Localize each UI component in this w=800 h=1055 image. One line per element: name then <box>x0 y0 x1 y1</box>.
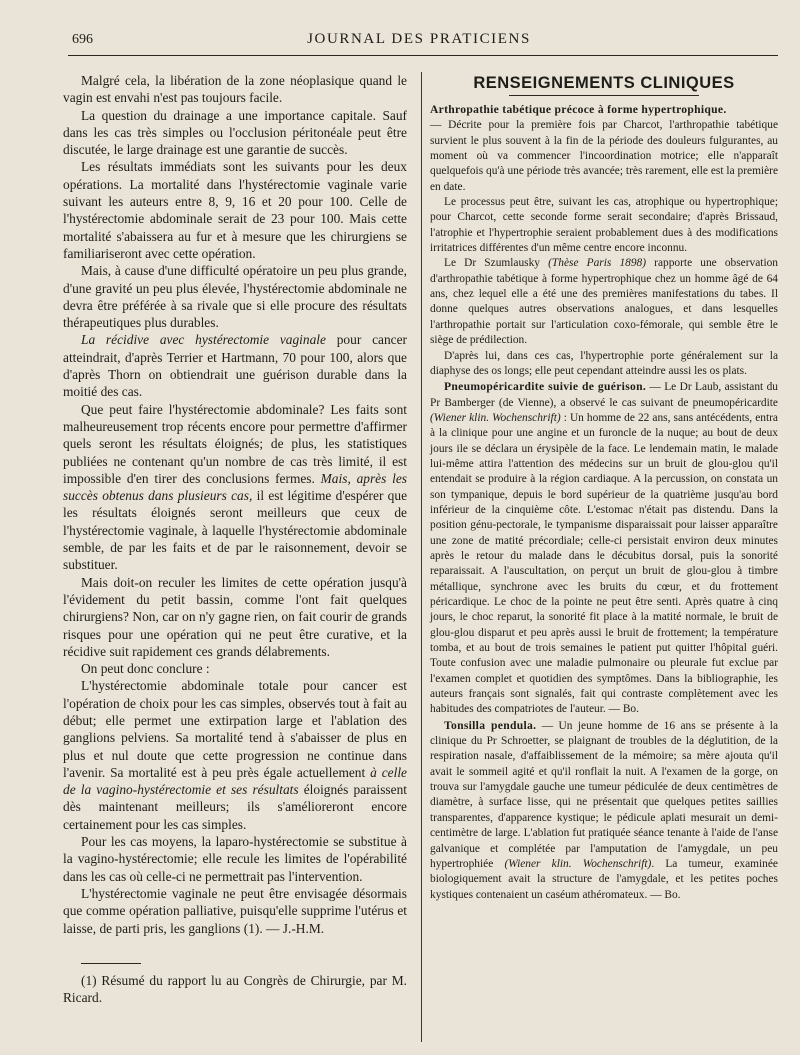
citation: (Wiener klin. Wochenschrift) <box>504 857 652 870</box>
page-number: 696 <box>72 32 93 47</box>
article-title: Pneumopéricardite suivie de guérison. <box>444 380 647 394</box>
left-column <box>63 72 407 1006</box>
paragraph: L'hystérectomie vaginale ne peut être envisagée désormais que comme opération palliative, puisqu'elle supprime l'utérus et laisse, de parti pris, les ganglions (1). — J.-H.M. <box>63 885 407 936</box>
article-pneumopericardite: Pneumopéricardite suivie de guérison. — Le Dr Laub, assistant du Pr Bamberger (de Vienne), a observé le cas suivant de pneumopéricardite (Wiener klin. Wochenschrift) : Un homme de 22 ans, sans antécédents, entra à la clinique pour une angine et un furoncle de la nuque; au bout de deux jours ile se déclara un érysipèle de la face. Le lendemain matin, le malade lui-même attira l'attention des médecins sur un bruit de glou-glou qu'il entendait se produire à la région cardiaque. A la percussion, on constata un son tympanique, depuis le bord supérieur de la quatrième jusqu'au bord inférieur de la cinquième côte. L'estomac n'était pas distendu. Dans la position génu-pectorale, le tympanisme disparaissait pour laisser apparaître une zone de matité précordiale; celle-ci persistait environ deux minutes après le retour du malade dans le décubitus dorsal, puis la sonorité reparaissait. A l'auscultation, on perçut un bruit de glou-glou à timbre métallique, synchrone avec les bruits du cœur, et du frottement péricardique. Le choc de la pointe ne peut être senti. Après quatre à cinq jours, le choc reparut, la sonorité fit place à la matité normale, le bruit de glou-glou disparut et peu après aussi le bruit de frottement; la température tomba, et au bout de trois semaines le patient put quitter l'hôpital guéri. Toute confusion avec une maladie pulmonaire ou pleurale fut exclue par l'examen complet et quotidien des symptômes. Dans la bibliographie, les auteurs français sont signalés, fait qui contraste complètement avec les habitudes des compatriotes de l'auteur. — Bo. <box>430 380 778 716</box>
paragraph: Que peut faire l'hystérectomie abdominale? Les faits sont malheureusement trop récents encore pour permettre d'affirmer quels seront les résultats éloignés; de plus, les statistiques publiées ne contenant qu'un nombre de cas très limité, il est impossible d'en tirer des conclusions fermes. Mais, après les succès obtenus dans plusieurs cas, il est légitime d'espérer que les résultats éloignés seront meilleurs que ceux de l'hystérectomie vaginale, à laquelle l'hystérectomie abdominale semble, de par les faits et de par le raisonnement, devoir se substituer. <box>63 401 408 573</box>
paragraph: La récidive avec hystérectomie vaginale pour cancer atteindrait, d'après Terrier et Hartmann, 70 pour 100, alors que d'après Thorn on obtiendrait une guérison durable dans la moitié des cas. <box>63 332 407 400</box>
header-rule <box>68 55 778 56</box>
journal-title: JOURNAL DES PRATICIENS <box>307 31 531 47</box>
paragraph: Les résultats immédiats sont les suivants pour les deux opérations. La mortalité dans l'hystérectomie vaginale varie suivant les auteurs entre 8, 9, 16 et 20 pour 100. Celle de l'hystérectomie abdominale serait de 23 pour 100. Mais cette mortalité s'abaissera au fur et à mesure que les chirurgiens se familiariseront avec cette opération. <box>63 159 407 261</box>
column-divider <box>421 72 422 1042</box>
paragraph: Le Dr Szumlausky (Thèse Paris 1898) rapporte une observation d'arthropathie tabétique à forme hypertrophique chez un homme âgé de 64 ans, chez lequel elle a été une des premières manifestations du tabes. Il donne quelques autres observations analogues, et dans lesquelles l'arthropathie portait sur l'articulation coxo-fémorale, qui semble être le siège de prédilection. <box>430 257 778 347</box>
paragraph: Pour les cas moyens, la laparo-hystérectomie se substitue à la vagino-hystérectomie; elle recule les limites de l'opérabilité dans les cas où celle-ci ne permettrait pas l'intervention. <box>63 834 407 884</box>
page-header <box>60 30 778 56</box>
article-title: Arthropathie tabétique précoce à forme hypertrophique. <box>430 103 727 116</box>
right-column <box>430 72 778 903</box>
paragraph: Le processus peut être, suivant les cas, atrophique ou hypertrophique; pour Charcot, cette seconde forme serait secondaire; d'après Brissaud, l'atrophie et l'hypertrophie seraient probablement dues à des modifications irritatrices différentes d'un même centre encore inconnu. <box>430 196 778 255</box>
paragraph: Mais doit-on reculer les limites de cette opération jusqu'à l'évidement du petit bassin, comme l'ont fait quelques chirurgiens? Non, car on n'y gagne rien, on fait courir de grands risques pour une opération qui ne peut être curative, et la récidive suit rapidement ces grands délabrements. <box>63 574 407 659</box>
paragraph: La question du drainage a une importance capitale. Sauf dans les cas très simples ou l'occlusion péritonéale peut être discutée, le large drainage est une garantie de succès. <box>63 107 407 158</box>
section-title: RENSEIGNEMENTS CLINIQUES <box>473 74 735 92</box>
footnote-rule <box>81 963 141 964</box>
paragraph: L'hystérectomie abdominale totale pour cancer est l'opération de choix pour les cas simples, observés tout à fait au début; elle permet une extirpation large et l'ablation des ganglions pelviens. Sa mortalité tend à s'abaisser de plus en plus et nul doute que cette progression ne continue dans l'avenir. Sa mortalité est à peu près égale actuellement à celle de la vagino-hystérectomie et ses résultats éloignés paraissent dès maintenant meilleurs; ils s'amélioreront encore certainement pour les cas simples. <box>63 678 408 832</box>
paragraph: — Décrite pour la première fois par Charcot, l'arthropathie tabétique survient le plus souvent à la fin de la période des douleurs fulgurantes, au moment où va commencer l'incoordination motrice; elle n'apparaît quelquefois qu'à une période très avancée; très rarement, elle est la première en date. <box>430 119 778 193</box>
section-rule <box>509 95 699 96</box>
citation: (Thèse Paris 1898) <box>548 257 647 270</box>
italic-phrase: à celle de la vagino-hystérectomie et ses résultats <box>63 764 407 798</box>
signature: — Bo. <box>608 703 639 716</box>
footnote: (1) Résumé du rapport lu au Congrès de Chirurgie, par M. Ricard. <box>63 972 407 1006</box>
paragraph: D'après lui, dans ces cas, l'hypertrophie porte généralement sur la diaphyse des os longs; elle peut cependant atteindre aussi les os plats. <box>430 349 778 377</box>
paragraph: Malgré cela, la libération de la zone néoplasique quand le vagin est envahi n'est pas toujours facile. <box>63 73 407 106</box>
article-title: Tonsilla pendula. <box>444 718 537 732</box>
italic-phrase: La récidive avec hystérectomie vaginale <box>81 332 326 348</box>
italic-phrase: Mais, après les succès obtenus dans plusieurs cas, <box>63 470 407 504</box>
paragraph: On peut donc conclure : <box>81 661 210 677</box>
paragraph: Mais, à cause d'une difficulté opératoire un peu plus grande, d'une gravité un peu plus élevée, l'hystérectomie abdominale ne devra être préférée à sa rivale que si elle procure des résultats thérapeutiques plus durables. <box>63 263 407 331</box>
citation: (Wiener klin. Wochenschrift) <box>430 411 561 424</box>
article-tonsilla: Tonsilla pendula. — Un jeune homme de 16 ans se présente à la clinique du Pr Schroetter, se plaignant de troubles de la déglutition, de la respiration nasale, d'affaiblissement de la mémoire; sa mère ajouta qu'il avait le sommeil agité et qu'il ronflait la nuit. A l'examen de la gorge, on trouva sur l'amygdale gauche une tumeur pédiculée de deux centimètres de diamètre, à surface lisse, qui ne présentait que quelques petites saillies transparentes, d'apparence kystique; le pédicule aplati mesurait un demi-centimètre de large. L'ablation fut pratiquée séance tenante à l'aide de l'anse galvanique et complétée par l'amputation de l'amygdale, un peu hypertrophiée (Wiener klin. Wochenschrift). La tumeur, examinée biologiquement avait la structure de l'amygdale, et les petites poches kystiques contenaient un caséum athéromateux. — Bo. <box>430 718 778 901</box>
